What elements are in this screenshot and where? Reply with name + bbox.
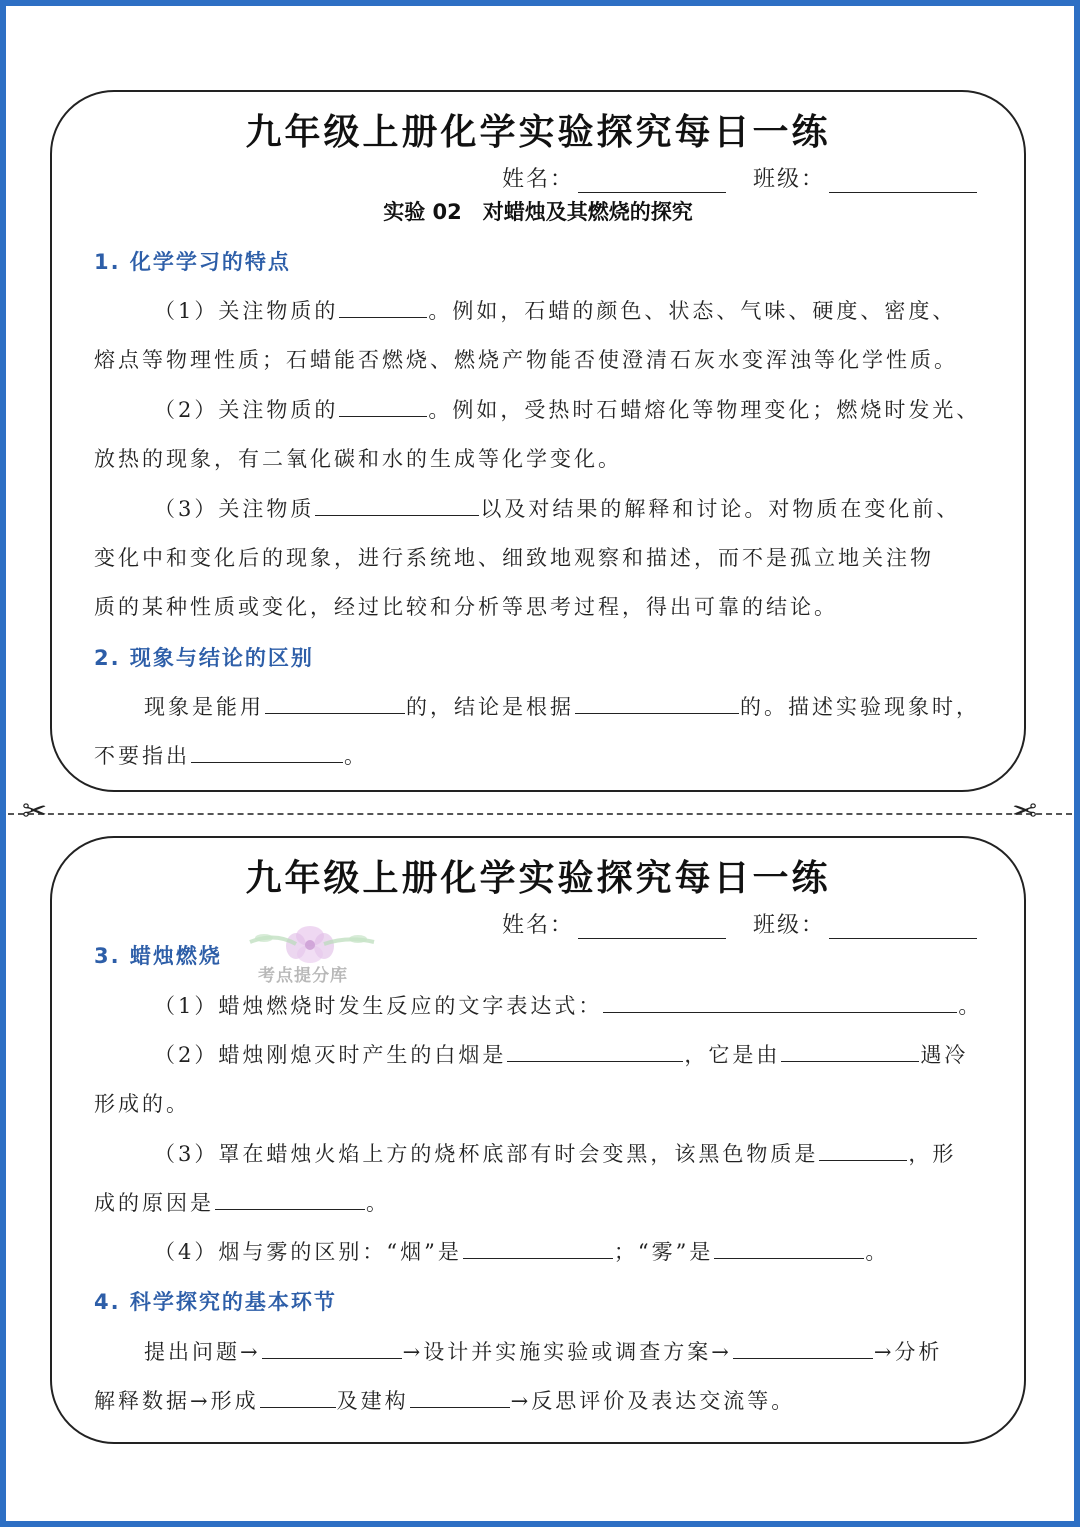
fill-blank[interactable] (215, 1188, 365, 1210)
fill-blank[interactable] (339, 296, 427, 318)
fill-blank[interactable] (265, 692, 405, 714)
text-line: （3）关注物质 以及对结果的解释和讨论。对物质在变化前、 (154, 493, 960, 523)
name-field[interactable] (578, 170, 726, 193)
class-label: 班级： (753, 913, 826, 938)
fill-blank[interactable] (575, 692, 739, 714)
class-field[interactable] (829, 916, 977, 939)
fill-blank[interactable] (714, 1237, 864, 1259)
worksheet-title: 九年级上册化学实验探究每日一练 (245, 858, 831, 899)
text-line: 成的原因是 。 (94, 1187, 390, 1217)
text-line: 质的某种性质或变化，经过比较和分析等思考过程，得出可靠的结论。 (94, 595, 838, 619)
text-line: （4）烟与雾的区别：“烟”是 ；“雾”是 。 (154, 1236, 889, 1266)
class-label: 班级： (753, 167, 826, 192)
class-field[interactable] (829, 170, 977, 193)
text-line: 提出问题→ →设计并实施实验或调查方案→ →分析 (144, 1336, 942, 1366)
worksheet-card-2 (50, 836, 1026, 1444)
scissors-icon: ✂ (1012, 794, 1038, 829)
text-line: 不要指出 。 (94, 740, 368, 770)
section-heading-3: 3. 蜡烛燃烧 (94, 944, 222, 968)
text-line: （1）关注物质的 。例如，石蜡的颜色、状态、气味、硬度、密度、 (154, 295, 956, 325)
fill-blank[interactable] (781, 1040, 919, 1062)
fill-blank[interactable] (463, 1237, 613, 1259)
text-line: 放热的现象，有二氧化碳和水的生成等化学变化。 (94, 447, 622, 471)
text-line: （3）罩在蜡烛火焰上方的烧杯底部有时会变黑，该黑色物质是 ，形 (154, 1138, 956, 1168)
fill-blank[interactable] (733, 1337, 873, 1359)
text-line: 现象是能用 的，结论是根据 的。描述实验现象时， (144, 691, 980, 721)
name-class-row (502, 908, 981, 939)
cut-line (8, 813, 1072, 815)
fill-blank[interactable] (410, 1386, 510, 1408)
experiment-title: 实验 02 对蜡烛及其燃烧的探究 (383, 200, 693, 224)
scissors-icon: ✂ (22, 794, 48, 829)
fill-blank[interactable] (315, 494, 479, 516)
text-line: 熔点等物理性质；石蜡能否燃烧、燃烧产物能否使澄清石灰水变浑浊等化学性质。 (94, 348, 958, 372)
fill-blank[interactable] (339, 395, 427, 417)
name-class-row (502, 162, 981, 193)
section-heading-4: 4. 科学探究的基本环节 (94, 1290, 337, 1314)
section-heading-2: 2. 现象与结论的区别 (94, 646, 314, 670)
name-field[interactable] (578, 916, 726, 939)
text-line: 解释数据→形成 及建构 →反思评价及表达交流等。 (94, 1385, 795, 1415)
fill-blank[interactable] (819, 1139, 907, 1161)
text-line: （1）蜡烛燃烧时发生反应的文字表达式： 。 (154, 990, 982, 1020)
fill-blank[interactable] (191, 741, 343, 763)
text-line: 变化中和变化后的现象，进行系统地、细致地观察和描述，而不是孤立地关注物 (94, 546, 934, 570)
name-label: 姓名： (502, 167, 575, 192)
watermark-text: 考点提分库 (258, 966, 348, 986)
fill-blank[interactable] (603, 991, 957, 1013)
worksheet-card-1 (50, 90, 1026, 792)
fill-blank[interactable] (262, 1337, 402, 1359)
worksheet-title: 九年级上册化学实验探究每日一练 (245, 112, 831, 153)
text-line: 形成的。 (94, 1092, 190, 1116)
fill-blank[interactable] (507, 1040, 683, 1062)
section-heading-1: 1. 化学学习的特点 (94, 250, 291, 274)
text-line: （2）关注物质的 。例如，受热时石蜡熔化等物理变化；燃烧时发光、 (154, 394, 980, 424)
name-label: 姓名： (502, 913, 575, 938)
text-line: （2）蜡烛刚熄灭时产生的白烟是 ，它是由 遇冷 (154, 1039, 968, 1069)
fill-blank[interactable] (260, 1386, 336, 1408)
